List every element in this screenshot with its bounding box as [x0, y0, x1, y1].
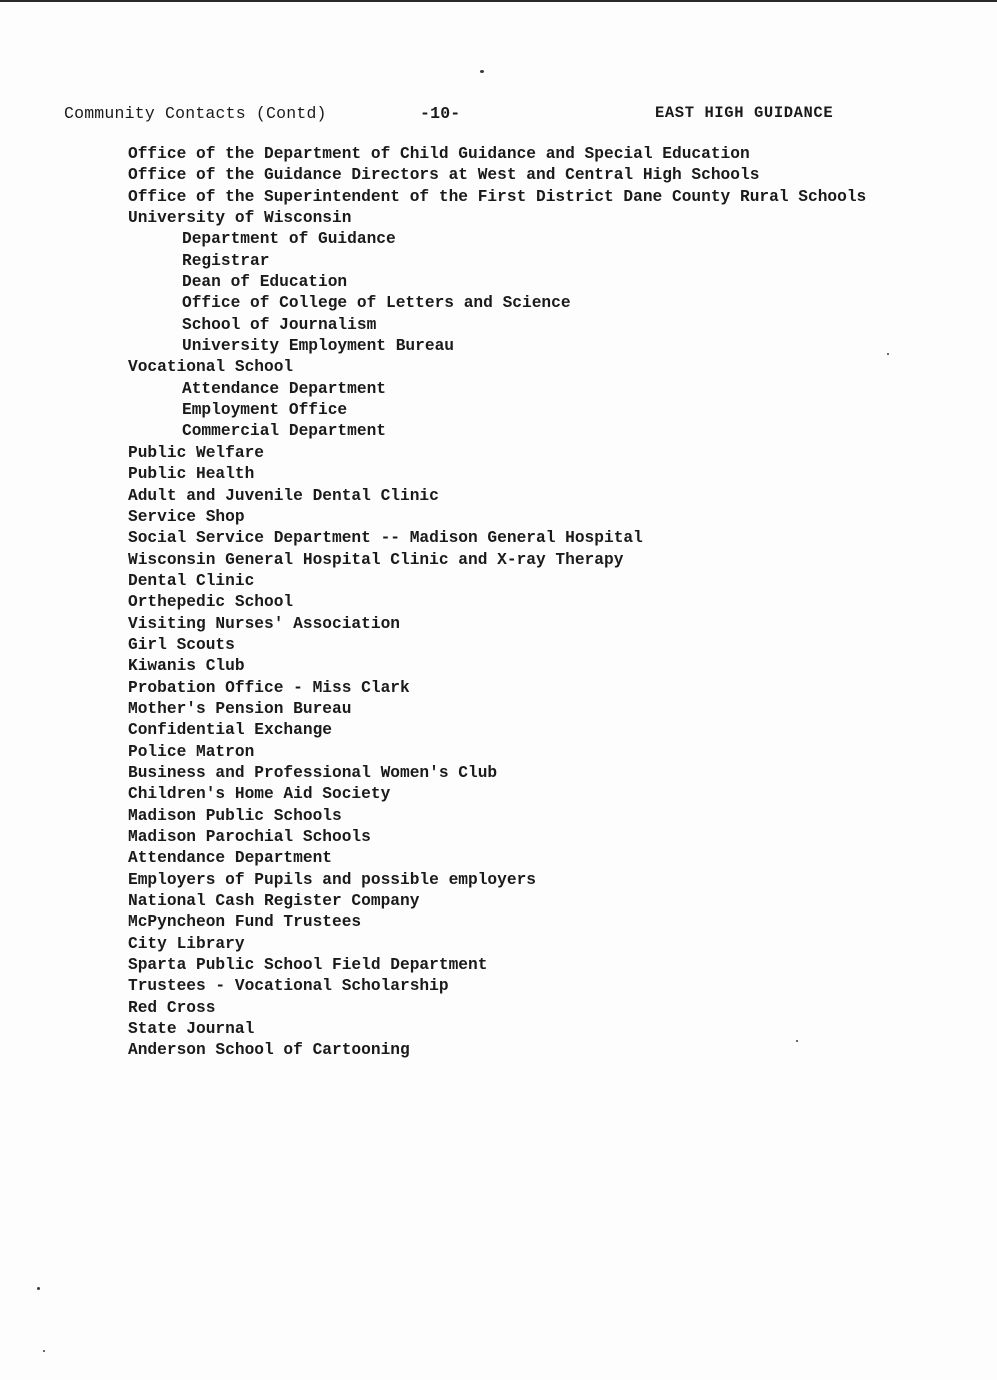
contact-sub-item: School of Journalism [182, 315, 377, 334]
contact-item: Trustees - Vocational Scholarship [128, 977, 449, 996]
contact-item: Service Shop [128, 507, 245, 526]
page-top-edge [0, 0, 997, 2]
contact-item: Red Cross [128, 998, 216, 1017]
contact-item: Dental Clinic [128, 571, 255, 590]
contact-item: Anderson School of Cartooning [128, 1041, 410, 1060]
contact-item: City Library [128, 934, 245, 953]
contact-item: McPyncheon Fund Trustees [128, 913, 362, 932]
contact-item: Madison Parochial Schools [128, 828, 371, 846]
contact-item: Orthepedic School [128, 593, 294, 612]
contact-sub-item: Commercial Department [182, 422, 386, 441]
contact-item: Public Health [128, 465, 255, 484]
contact-sub-item: Employment Office [182, 401, 348, 420]
contact-item: Attendance Department [128, 849, 332, 868]
contact-sub-item: Dean of Education [182, 273, 348, 292]
contact-item: Social Service Department -- Madison General Hospital [128, 529, 643, 548]
header-school-label: EAST HIGH GUIDANCE [655, 104, 834, 122]
contact-item: Girl Scouts [128, 635, 235, 654]
contact-item: Children's Home Aid Society [128, 785, 391, 804]
contact-item: Office of the Guidance Directors at West and Central High Schools [128, 166, 760, 185]
page-number: -10- [420, 104, 461, 123]
contact-item: Confidential Exchange [128, 721, 332, 740]
contact-item: Adult and Juvenile Dental Clinic [128, 486, 439, 505]
contact-sub-item: Office of College of Letters and Science [182, 294, 571, 313]
contact-item: State Journal [128, 1020, 255, 1039]
header-section-title: Community Contacts (Contd) [64, 104, 327, 123]
contact-item: Visiting Nurses' Association [128, 614, 400, 633]
contact-item: Wisconsin General Hospital Clinic and X-ray Therapy [128, 550, 624, 569]
scan-speck [480, 70, 484, 73]
contact-item: Sparta Public School Field Department [128, 956, 488, 975]
contact-item: University of Wisconsin [128, 209, 352, 228]
scan-speck [37, 1287, 40, 1290]
contact-item: Employers of Pupils and possible employers [128, 870, 536, 889]
contact-item: Mother's Pension Bureau [128, 699, 352, 718]
contact-list [128, 144, 968, 1062]
contact-item: Office of the Superintendent of the First District Dane County Rural Schools [128, 187, 867, 206]
contact-sub-item: Registrar [182, 251, 270, 270]
scan-speck [43, 1350, 45, 1352]
contact-sub-item: Attendance Department [182, 379, 386, 398]
contact-item: Madison Public Schools [128, 806, 342, 825]
contact-item: Business and Professional Women's Club [128, 763, 498, 782]
contact-item: Probation Office - Miss Clark [128, 678, 410, 697]
contact-item: Public Welfare [128, 443, 264, 462]
contact-item: Kiwanis Club [128, 657, 245, 676]
contact-sub-item: Department of Guidance [182, 230, 396, 249]
contact-item: Office of the Department of Child Guidance and Special Education [128, 145, 750, 163]
scan-speck [887, 353, 889, 355]
scan-speck [796, 1040, 798, 1042]
contact-sub-item: University Employment Bureau [182, 337, 454, 356]
contact-item: Vocational School [128, 358, 294, 377]
page-header [64, 104, 864, 128]
contact-item: National Cash Register Company [128, 892, 420, 911]
contact-item: Police Matron [128, 742, 255, 761]
